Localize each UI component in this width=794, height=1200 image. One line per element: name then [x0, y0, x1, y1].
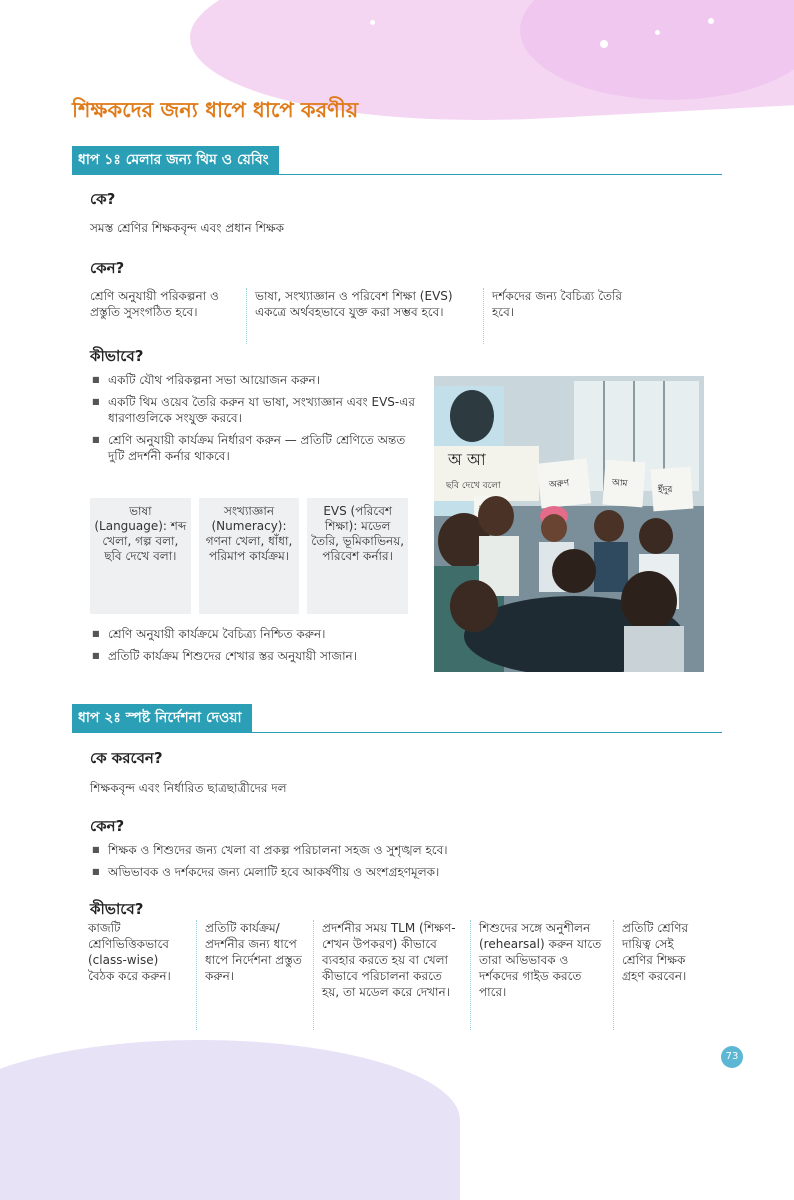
- list-item: ■ শ্রেণি অনুযায়ী কার্যক্রমে বৈচিত্র্য নিশ্চিত করুন।: [90, 626, 420, 642]
- decorative-dot: [708, 18, 714, 24]
- classroom-photo: [434, 376, 704, 672]
- list-item: ■ শ্রেণি অনুযায়ী কার্যক্রম নির্ধারণ করুন — প্রতিটি শ্রেণিতে অন্তত দুটি প্রদর্শনী কর্নার থাকবে।: [90, 432, 420, 464]
- how-column: শিশুদের সঙ্গে অনুশীলন (rehearsal) করুন যাতে তারা অভিভাবক ও দর্শকদের গাইড করতে পারে।: [470, 920, 613, 1030]
- step-2-header: [72, 704, 722, 733]
- page-number: 73: [721, 1046, 743, 1068]
- photo-chart-text: অ আ: [448, 450, 486, 469]
- photo-chart-subtext: ছবি দেখে বলো: [446, 481, 501, 491]
- how-column: কাজটি শ্রেণিভিত্তিকভাবে (class-wise) বৈঠক করে করুন।: [88, 921, 171, 983]
- step-1-how-heading: কীভাবে?: [90, 347, 144, 365]
- step-2-how-heading: কীভাবে?: [90, 900, 144, 918]
- photo-card-text: আম: [611, 478, 628, 490]
- step-1-after-list: [90, 626, 420, 670]
- decorative-dot: [370, 20, 375, 25]
- list-item: ■ প্রতিটি কার্যক্রম শিশুদের শেখার স্তর অনুযায়ী সাজান।: [90, 648, 420, 664]
- decorative-dot: [600, 40, 608, 48]
- how-column: প্রতিটি শ্রেণির দায়িত্ব সেই শ্রেণির শিক্ষক গ্রহণ করবেন।: [613, 920, 708, 1030]
- subject-boxes: [90, 498, 408, 614]
- step-1-who-text: সমস্ত শ্রেণির শিক্ষকবৃন্দ এবং প্রধান শিক্ষক: [90, 221, 285, 235]
- why-column: ভাষা, সংখ্যাজ্ঞান ও পরিবেশ শিক্ষা (EVS) একত্রে অর্থবহভাবে যুক্ত করা সম্ভব হবে।: [246, 288, 483, 344]
- photo-card-text: অরুণ: [548, 478, 570, 491]
- step-2-who-text: শিক্ষকবৃন্দ এবং নির্ধারিত ছাত্রছাত্রীদের দল: [90, 781, 287, 795]
- list-item: ■ একটি যৌথ পরিকল্পনা সভা আয়োজন করুন।: [90, 372, 420, 388]
- classroom-illustration: [434, 376, 704, 672]
- subject-box-numeracy: সংখ্যাজ্ঞান (Numeracy): গণনা খেলা, ধাঁধা, পরিমাপ কার্যক্রম।: [199, 498, 300, 614]
- step-2-label: ধাপ ২ঃ স্পষ্ট নির্দেশনা দেওয়া: [72, 704, 252, 732]
- step-2-why-heading: কেন?: [90, 817, 125, 835]
- step-1-how-list: [90, 372, 420, 470]
- list-item: ■ শিক্ষক ও শিশুদের জন্য খেলা বা প্রকল্প পরিচালনা সহজ ও সুশৃঙ্খল হবে।: [90, 842, 650, 858]
- step-1-why-heading: কেন?: [90, 259, 125, 277]
- step-2-why-list: [90, 842, 650, 886]
- why-column: শ্রেণি অনুযায়ী পরিকল্পনা ও প্রস্তুতি সুসংগঠিত হবে।: [90, 289, 219, 319]
- step-1-label: ধাপ ১ঃ মেলার জন্য থিম ও য়েবিং: [72, 146, 279, 174]
- how-column: প্রদর্শনীর সময় TLM (শিক্ষণ-শেখন উপকরণ) কীভাবে ব্যবহার করতে হয় বা খেলা কীভাবে পরিচালনা করতে হয়, তা মডেল করে দেখান।: [313, 920, 470, 1030]
- subject-box-evs: EVS (পরিবেশ শিক্ষা): মডেল তৈরি, ভূমিকাভিনয়, পরিবেশ কর্নার।: [307, 498, 408, 614]
- photo-card-text: ইঁদুর: [657, 484, 673, 496]
- why-column: দর্শকদের জন্য বৈচিত্র্য তৈরি হবে।: [483, 288, 650, 344]
- list-item: ■ অভিভাবক ও দর্শকদের জন্য মেলাটি হবে আকর্ষণীয় ও অংশগ্রহণমূলক।: [90, 864, 650, 880]
- step-2-who-heading: কে করবেন?: [90, 749, 163, 767]
- list-item: ■ একটি থিম ওয়েব তৈরি করুন যা ভাষা, সংখ্যাজ্ঞান এবং EVS-এর ধারণাগুলিকে সংযুক্ত করবে।: [90, 394, 420, 426]
- subject-box-language: ভাষা (Language): শব্দ খেলা, গল্প বলা, ছবি দেখে বলা।: [90, 498, 191, 614]
- step-1-who-heading: কে?: [90, 190, 116, 208]
- step-2-how-columns: [88, 920, 728, 1030]
- step-1-why-columns: [90, 288, 670, 344]
- step-1-header: [72, 146, 722, 175]
- page-title: শিক্ষকদের জন্য ধাপে ধাপে করণীয়: [72, 98, 359, 122]
- how-column: প্রতিটি কার্যক্রম/ প্রদর্শনীর জন্য ধাপে ধাপে নির্দেশনা প্রস্তুত করুন।: [196, 920, 313, 1030]
- decorative-lavender-blob: [0, 1040, 460, 1200]
- decorative-dot: [655, 30, 660, 35]
